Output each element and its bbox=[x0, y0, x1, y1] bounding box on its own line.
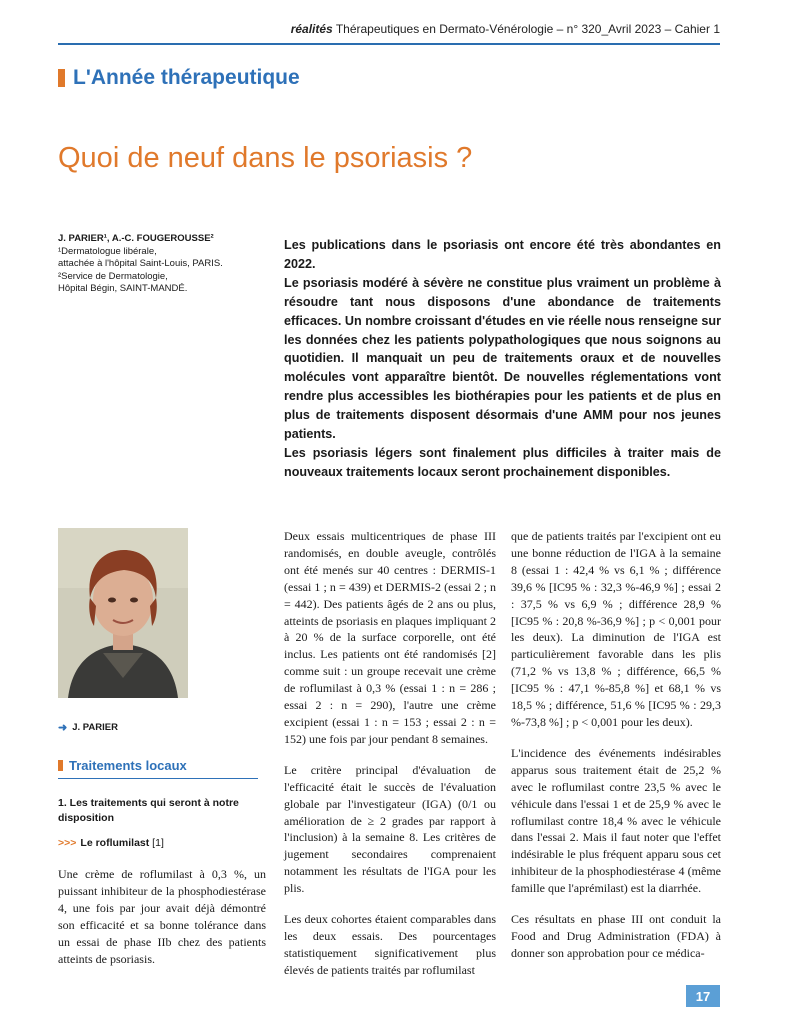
article-title: Quoi de neuf dans le psoriasis ? bbox=[58, 142, 473, 174]
affiliation-1-line-1: ¹Dermatologue libérale, bbox=[58, 245, 157, 257]
subsection-marker bbox=[58, 760, 63, 771]
photo-caption bbox=[58, 721, 118, 734]
drug-heading bbox=[58, 837, 164, 849]
drug-reference: [1] bbox=[149, 837, 164, 849]
author-photo bbox=[58, 528, 188, 698]
journal-issue: Thérapeutiques en Dermato-Vénérologie – n° 320_Avril 2023 – Cahier 1 bbox=[332, 22, 720, 36]
affiliation-1-line-2: attachée à l'hôpital Saint-Louis, PARIS. bbox=[58, 258, 223, 269]
subsection-label: Traitements locaux bbox=[69, 758, 187, 773]
affiliation-2-line-2: Hôpital Bégin, SAINT-MANDÉ. bbox=[58, 283, 188, 294]
chevrons-icon: >>> bbox=[58, 837, 77, 849]
arrow-right-icon: ➜ bbox=[58, 722, 68, 734]
body-paragraph: que de patients traités par l'excipient ont eu une bonne réduction de l'IGA à la semaine 8 (essai 1 : 42,4 % vs 6,1 % ; différence 39,6 % [IC95 % : 32,3 %-46,9 %] ; essai 2 : 37,5 % vs 6,9 % ; différence 28,9 % [IC95 % : 20,8 %-36,9 %] ; p < 0,001 pour les deux). La diminution de l'IGA est particulièrement favorable dans les plis (71,2 % vs 13,8 % ; différence, 66,5 % [IC95 % : 47,1 %-85,8 %] et 68,1 % vs 18,5 % ; différence, 51,6 % [IC95 % : 29,3 %-73,8 %] ; p < 0,001 pour les deux). bbox=[511, 529, 721, 729]
body-column-1 bbox=[58, 866, 266, 981]
abstract bbox=[284, 236, 721, 482]
body-column-3 bbox=[511, 528, 721, 976]
drug-name: Le roflumilast bbox=[80, 837, 150, 849]
body-paragraph: Une crème de roflumilast à 0,3 %, un puissant inhibiteur de la phosphodiestérase 4, une fois par jour avait déjà démontré son efficacité et sa bonne tolérance dans un essai de phase IIb chez des patients atteints de psoriasis. bbox=[58, 867, 266, 966]
author-portrait-image bbox=[58, 528, 188, 698]
page-number-badge: 17 bbox=[686, 985, 720, 1007]
body-paragraph: Ces résultats en phase III ont conduit la Food and Drug Administration (FDA) à donner son approbation pour ce médica- bbox=[511, 912, 721, 960]
body-paragraph: Les deux cohortes étaient comparables dans les deux essais. Des pourcentages statistiquement significativement plus élevés de patients traités par roflumilast bbox=[284, 912, 496, 977]
section-marker bbox=[58, 69, 65, 87]
abstract-paragraph: Les publications dans le psoriasis ont encore été très abondantes en 2022. bbox=[284, 238, 721, 271]
abstract-paragraph: Les psoriasis légers sont finalement plus difficiles à traiter mais de nouveaux traitements locaux seront prochainement disponibles. bbox=[284, 445, 721, 479]
author-names: J. PARIER¹, A.-C. FOUGEROUSSE² bbox=[58, 233, 214, 244]
body-paragraph: Le critère principal d'évaluation de l'efficacité était le succès de l'évaluation globale par l'investigateur (IGA) (0/1 ou amélioration de ≥ 2 grades par rapport à l'inclusion) à la semaine 8. Les critères de jugement secondaires comprenaient notamment les résultats de l'IGA pour les plis. bbox=[284, 762, 496, 896]
running-header bbox=[291, 22, 720, 36]
body-paragraph: Deux essais multicentriques de phase III randomisés, en double aveugle, contrôlés ont été menés sur 40 centres : DERMIS-1 (essai 1 ; n = 439) et DERMIS-2 (essai 2 ; n = 442). Des patients âgés de 2 ans ou plus, atteints de psoriasis en plaques impliquant 2 à 20 % de la surface corporelle, ont été inclus. Les patients ont été randomisés [2] comme suit : un groupe recevait une crème de roflumilast à 0,3 % (essai 1 : n = 286 ; essai 2 : n = 290), l'autre une crème excipient (essai 1 : n = 153 ; essai 2 : n = 152) une fois par jour pendant 8 semaines. bbox=[284, 529, 496, 746]
photo-caption-text: J. PARIER bbox=[72, 722, 118, 733]
body-paragraph: L'incidence des événements indésirables apparus sous traitement était de 25,2 % avec le roflumilast contre 23,5 % avec le véhicule dans l'essai 1 et de 25,9 % avec le roflumilast contre 18,4 % avec le véhicule dans l'essai 2. Mais il faut noter que l'effet indésirable le plus fréquent apparu sous cet inhibiteur de la phosphodiestérase 4 (même famille que l'aprémilast) est la diarrhée. bbox=[511, 745, 721, 896]
authors-block bbox=[58, 233, 258, 296]
subsubsection-heading: 1. Les traitements qui seront à notre disposition bbox=[58, 797, 239, 824]
section-banner bbox=[58, 66, 300, 90]
header-rule bbox=[58, 43, 720, 45]
abstract-paragraph: Le psoriasis modéré à sévère ne constitue plus vraiment un problème à résoudre tant nous disposons d'une abondance de traitements efficaces. Un nombre croissant d'études en vie réelle nous renseigne sur les données chez les patients polypathologiques que nous soignons au quotidien. Il manquait un peu de traitements oraux et de nouvelles molécules vont apparaître bientôt. De nouvelles réglementations vont rendre plus accessibles les biothérapies pour les patients et de plus en plus de traitements disposent désormais d'une AMM pour nos jeunes patients. bbox=[284, 275, 721, 442]
subsection-rule bbox=[58, 778, 258, 779]
body-column-2 bbox=[284, 528, 496, 993]
subsection-heading bbox=[58, 758, 187, 773]
section-label: L'Année thérapeutique bbox=[73, 66, 300, 89]
journal-brand: réalités bbox=[290, 22, 333, 36]
affiliation-2-line-1: ²Service de Dermatologie, bbox=[58, 270, 168, 282]
